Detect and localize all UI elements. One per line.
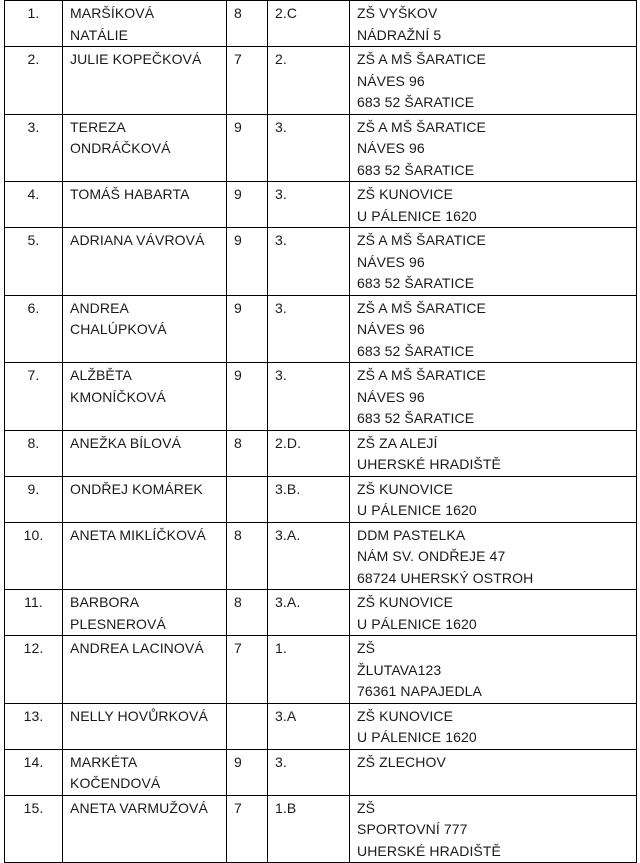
school-address-line: DDM PASTELKA xyxy=(357,526,466,543)
school-address-cell xyxy=(350,749,637,795)
student-name-cell xyxy=(63,1,227,47)
class-value: 3. xyxy=(275,299,287,316)
student-name-line: ANETA MIKLÍČKOVÁ xyxy=(70,526,206,543)
grade-cell xyxy=(227,749,268,795)
table-row xyxy=(5,182,637,228)
row-number: 1. xyxy=(27,5,40,21)
class-cell xyxy=(268,749,350,795)
student-name-cell xyxy=(63,522,227,590)
class-value: 3. xyxy=(275,753,287,770)
student-name-cell xyxy=(63,476,227,522)
class-cell xyxy=(268,703,350,749)
row-number-cell xyxy=(5,114,63,182)
student-name-line: JULIE KOPEČKOVÁ xyxy=(70,51,202,67)
school-address-line: ZŠ A MŠ ŠARATICE xyxy=(357,232,486,248)
row-number-cell xyxy=(5,636,63,704)
grade-cell xyxy=(227,476,268,522)
row-number: 8. xyxy=(27,434,40,451)
student-name-line: ONDŘEJ KOMÁREK xyxy=(70,480,203,497)
school-address-line: NÁM SV. ONDŘEJE 47 xyxy=(357,548,506,564)
grade-value: 8 xyxy=(234,526,242,543)
student-name-line: NATÁLIE xyxy=(70,26,129,43)
school-address-line: U PÁLENICE 1620 xyxy=(357,207,477,224)
class-cell xyxy=(268,522,350,590)
grade-value: 8 xyxy=(234,594,242,610)
grade-value: 9 xyxy=(234,753,242,770)
student-name-line: ADRIANA VÁVROVÁ xyxy=(70,232,205,248)
row-number: 15. xyxy=(23,799,44,816)
row-number-cell xyxy=(5,182,63,228)
student-name-cell xyxy=(63,636,227,704)
class-value: 3. xyxy=(275,118,287,135)
class-value: 2. xyxy=(275,51,287,67)
school-address-line: U PÁLENICE 1620 xyxy=(357,615,477,632)
row-number-cell xyxy=(5,522,63,590)
school-address-line: NÁVES 96 xyxy=(357,388,425,405)
row-number-cell xyxy=(5,47,63,115)
school-address-line: ZŠ A MŠ ŠARATICE xyxy=(357,118,486,135)
grade-value: 9 xyxy=(234,186,242,202)
school-address-line: U PÁLENICE 1620 xyxy=(357,502,477,518)
grade-value: 9 xyxy=(234,232,242,248)
school-address-line: NÁVES 96 xyxy=(357,253,425,270)
school-address-line: NÁVES 96 xyxy=(357,72,425,89)
class-cell xyxy=(268,295,350,363)
row-number: 4. xyxy=(27,186,40,202)
grade-value: 8 xyxy=(234,434,242,451)
table-row xyxy=(5,47,637,115)
school-address-cell xyxy=(350,1,637,47)
row-number-cell xyxy=(5,476,63,522)
class-cell xyxy=(268,363,350,431)
student-name-line: MARŠÍKOVÁ xyxy=(70,5,155,21)
grade-cell xyxy=(227,47,268,115)
student-name-cell xyxy=(63,114,227,182)
student-name-line: ANEŽKA BÍLOVÁ xyxy=(70,434,182,451)
student-name-line: ANETA VARMUŽOVÁ xyxy=(70,799,208,816)
row-number: 14. xyxy=(23,753,44,770)
row-number: 9. xyxy=(27,480,40,497)
school-address-line: SPORTOVNÍ 777 xyxy=(357,821,468,837)
row-number-cell xyxy=(5,590,63,636)
student-name-line: TEREZA xyxy=(70,118,126,135)
row-number: 11. xyxy=(24,594,43,610)
student-name-cell xyxy=(63,749,227,795)
school-address-line: U PÁLENICE 1620 xyxy=(357,729,477,745)
table-row xyxy=(5,590,637,636)
school-address-cell xyxy=(350,182,637,228)
school-address-line: 683 52 ŠARATICE xyxy=(357,94,475,110)
class-cell xyxy=(268,636,350,704)
school-address-line: ZŠ KUNOVICE xyxy=(357,594,454,610)
row-number-cell xyxy=(5,749,63,795)
row-number-cell xyxy=(5,1,63,47)
table-row xyxy=(5,476,637,522)
grade-cell xyxy=(227,228,268,296)
student-name-cell xyxy=(63,295,227,363)
school-address-line: 683 52 ŠARATICE xyxy=(357,410,475,426)
school-address-line: 68724 UHERSKÝ OSTROH xyxy=(357,569,534,586)
student-name-line: PLESNEROVÁ xyxy=(70,615,166,632)
grade-cell xyxy=(227,590,268,636)
school-address-cell xyxy=(350,795,637,863)
row-number-cell xyxy=(5,703,63,749)
class-value: 3. xyxy=(275,232,287,248)
school-address-line: UHERSKÉ HRADIŠTĚ xyxy=(357,456,501,472)
table-row xyxy=(5,114,637,182)
student-name-cell xyxy=(63,430,227,476)
class-cell xyxy=(268,476,350,522)
table-row xyxy=(5,430,637,476)
school-address-line: 683 52 ŠARATICE xyxy=(357,161,475,178)
school-address-cell xyxy=(350,522,637,590)
school-address-cell xyxy=(350,295,637,363)
student-name-cell xyxy=(63,703,227,749)
grade-cell xyxy=(227,795,268,863)
student-name-line: MARKÉTA xyxy=(70,753,138,770)
class-value: 3.A. xyxy=(275,594,301,610)
class-value: 2.C xyxy=(275,5,298,21)
student-name-line: ANDREA xyxy=(70,299,129,316)
row-number-cell xyxy=(5,228,63,296)
table-row xyxy=(5,363,637,431)
school-address-cell xyxy=(350,114,637,182)
grade-value: 8 xyxy=(234,5,242,21)
student-name-cell xyxy=(63,363,227,431)
grade-cell xyxy=(227,1,268,47)
school-address-line: NÁVES 96 xyxy=(357,140,425,156)
school-address-cell xyxy=(350,476,637,522)
row-number-cell xyxy=(5,430,63,476)
student-name-line: ANDREA LACINOVÁ xyxy=(70,640,204,656)
class-cell xyxy=(268,228,350,296)
student-name-cell xyxy=(63,182,227,228)
row-number: 12. xyxy=(23,640,44,656)
school-address-line: ZŠ xyxy=(357,799,376,816)
class-cell xyxy=(268,590,350,636)
grade-cell xyxy=(227,114,268,182)
grade-value: 7 xyxy=(234,640,242,656)
class-value: 3.A. xyxy=(275,526,301,543)
grade-value: 9 xyxy=(234,118,242,135)
table-row xyxy=(5,295,637,363)
class-cell xyxy=(268,430,350,476)
school-address-line: ZŠ KUNOVICE xyxy=(357,480,454,497)
student-name-cell xyxy=(63,47,227,115)
school-address-line: 683 52 ŠARATICE xyxy=(357,342,475,359)
school-address-line: NÁDRAŽNÍ 5 xyxy=(357,26,442,43)
school-address-line: ZŠ A MŠ ŠARATICE xyxy=(357,299,486,316)
school-address-cell xyxy=(350,590,637,636)
school-address-line: ZŠ VYŠKOV xyxy=(357,5,438,21)
school-address-line: 76361 NAPAJEDLA xyxy=(357,683,482,699)
table-row xyxy=(5,749,637,795)
student-name-line: TOMÁŠ HABARTA xyxy=(70,186,190,202)
grade-cell xyxy=(227,636,268,704)
school-address-line: ZŠ KUNOVICE xyxy=(357,186,454,202)
row-number: 7. xyxy=(27,367,40,383)
class-value: 1. xyxy=(275,640,287,656)
school-address-cell xyxy=(350,703,637,749)
row-number: 3. xyxy=(27,118,40,135)
grade-value: 9 xyxy=(234,299,242,316)
table-row xyxy=(5,703,637,749)
row-number: 2. xyxy=(27,51,40,67)
school-address-line: ŽLUTAVA123 xyxy=(357,661,442,678)
class-cell xyxy=(268,1,350,47)
student-name-line: KMONÍČKOVÁ xyxy=(70,388,166,405)
school-address-cell xyxy=(350,363,637,431)
class-cell xyxy=(268,114,350,182)
participants-table xyxy=(4,0,637,863)
student-name-line: NELLY HOVŮRKOVÁ xyxy=(70,707,208,724)
grade-value: 9 xyxy=(234,367,242,383)
student-name-cell xyxy=(63,228,227,296)
table-row xyxy=(5,795,637,863)
row-number-cell xyxy=(5,363,63,431)
student-name-line: ALŽBĚTA xyxy=(70,367,132,383)
school-address-cell xyxy=(350,636,637,704)
row-number: 10. xyxy=(23,526,44,543)
class-value: 2.D. xyxy=(275,434,302,451)
class-cell xyxy=(268,182,350,228)
class-value: 3.A xyxy=(275,707,297,724)
row-number-cell xyxy=(5,295,63,363)
school-address-line: ZŠ A MŠ ŠARATICE xyxy=(357,51,486,67)
participants-table-body xyxy=(5,1,637,863)
school-address-line: ZŠ xyxy=(357,640,376,656)
class-value: 3.B. xyxy=(275,480,301,497)
table-row xyxy=(5,636,637,704)
grade-value: 7 xyxy=(234,799,242,816)
student-name-line: CHALÚPKOVÁ xyxy=(70,321,167,337)
row-number: 13. xyxy=(23,707,44,724)
school-address-line: ZŠ ZLECHOV xyxy=(357,753,446,770)
grade-cell xyxy=(227,430,268,476)
school-address-line: 683 52 ŠARATICE xyxy=(357,275,475,291)
class-cell xyxy=(268,795,350,863)
class-cell xyxy=(268,47,350,115)
student-name-line: KOČENDOVÁ xyxy=(70,775,161,791)
school-address-cell xyxy=(350,47,637,115)
table-row xyxy=(5,228,637,296)
row-number: 5. xyxy=(27,232,40,248)
class-value: 1.B xyxy=(275,799,297,816)
school-address-line: ZŠ ZA ALEJÍ xyxy=(357,434,438,451)
row-number-cell xyxy=(5,795,63,863)
grade-cell xyxy=(227,182,268,228)
school-address-line: NÁVES 96 xyxy=(357,321,425,337)
row-number: 6. xyxy=(27,299,40,316)
class-value: 3. xyxy=(275,186,287,202)
grade-cell xyxy=(227,363,268,431)
school-address-cell xyxy=(350,228,637,296)
grade-cell xyxy=(227,703,268,749)
school-address-line: ZŠ KUNOVICE xyxy=(357,707,454,724)
class-value: 3. xyxy=(275,367,287,383)
school-address-line: UHERSKÉ HRADIŠTĚ xyxy=(357,842,501,859)
table-row xyxy=(5,522,637,590)
grade-cell xyxy=(227,295,268,363)
student-name-cell xyxy=(63,795,227,863)
table-row xyxy=(5,1,637,47)
school-address-cell xyxy=(350,430,637,476)
student-name-cell xyxy=(63,590,227,636)
student-name-line: ONDRÁČKOVÁ xyxy=(70,140,171,156)
grade-value: 7 xyxy=(234,51,242,67)
school-address-line: ZŠ A MŠ ŠARATICE xyxy=(357,367,486,383)
grade-cell xyxy=(227,522,268,590)
student-name-line: BARBORA xyxy=(70,594,140,610)
